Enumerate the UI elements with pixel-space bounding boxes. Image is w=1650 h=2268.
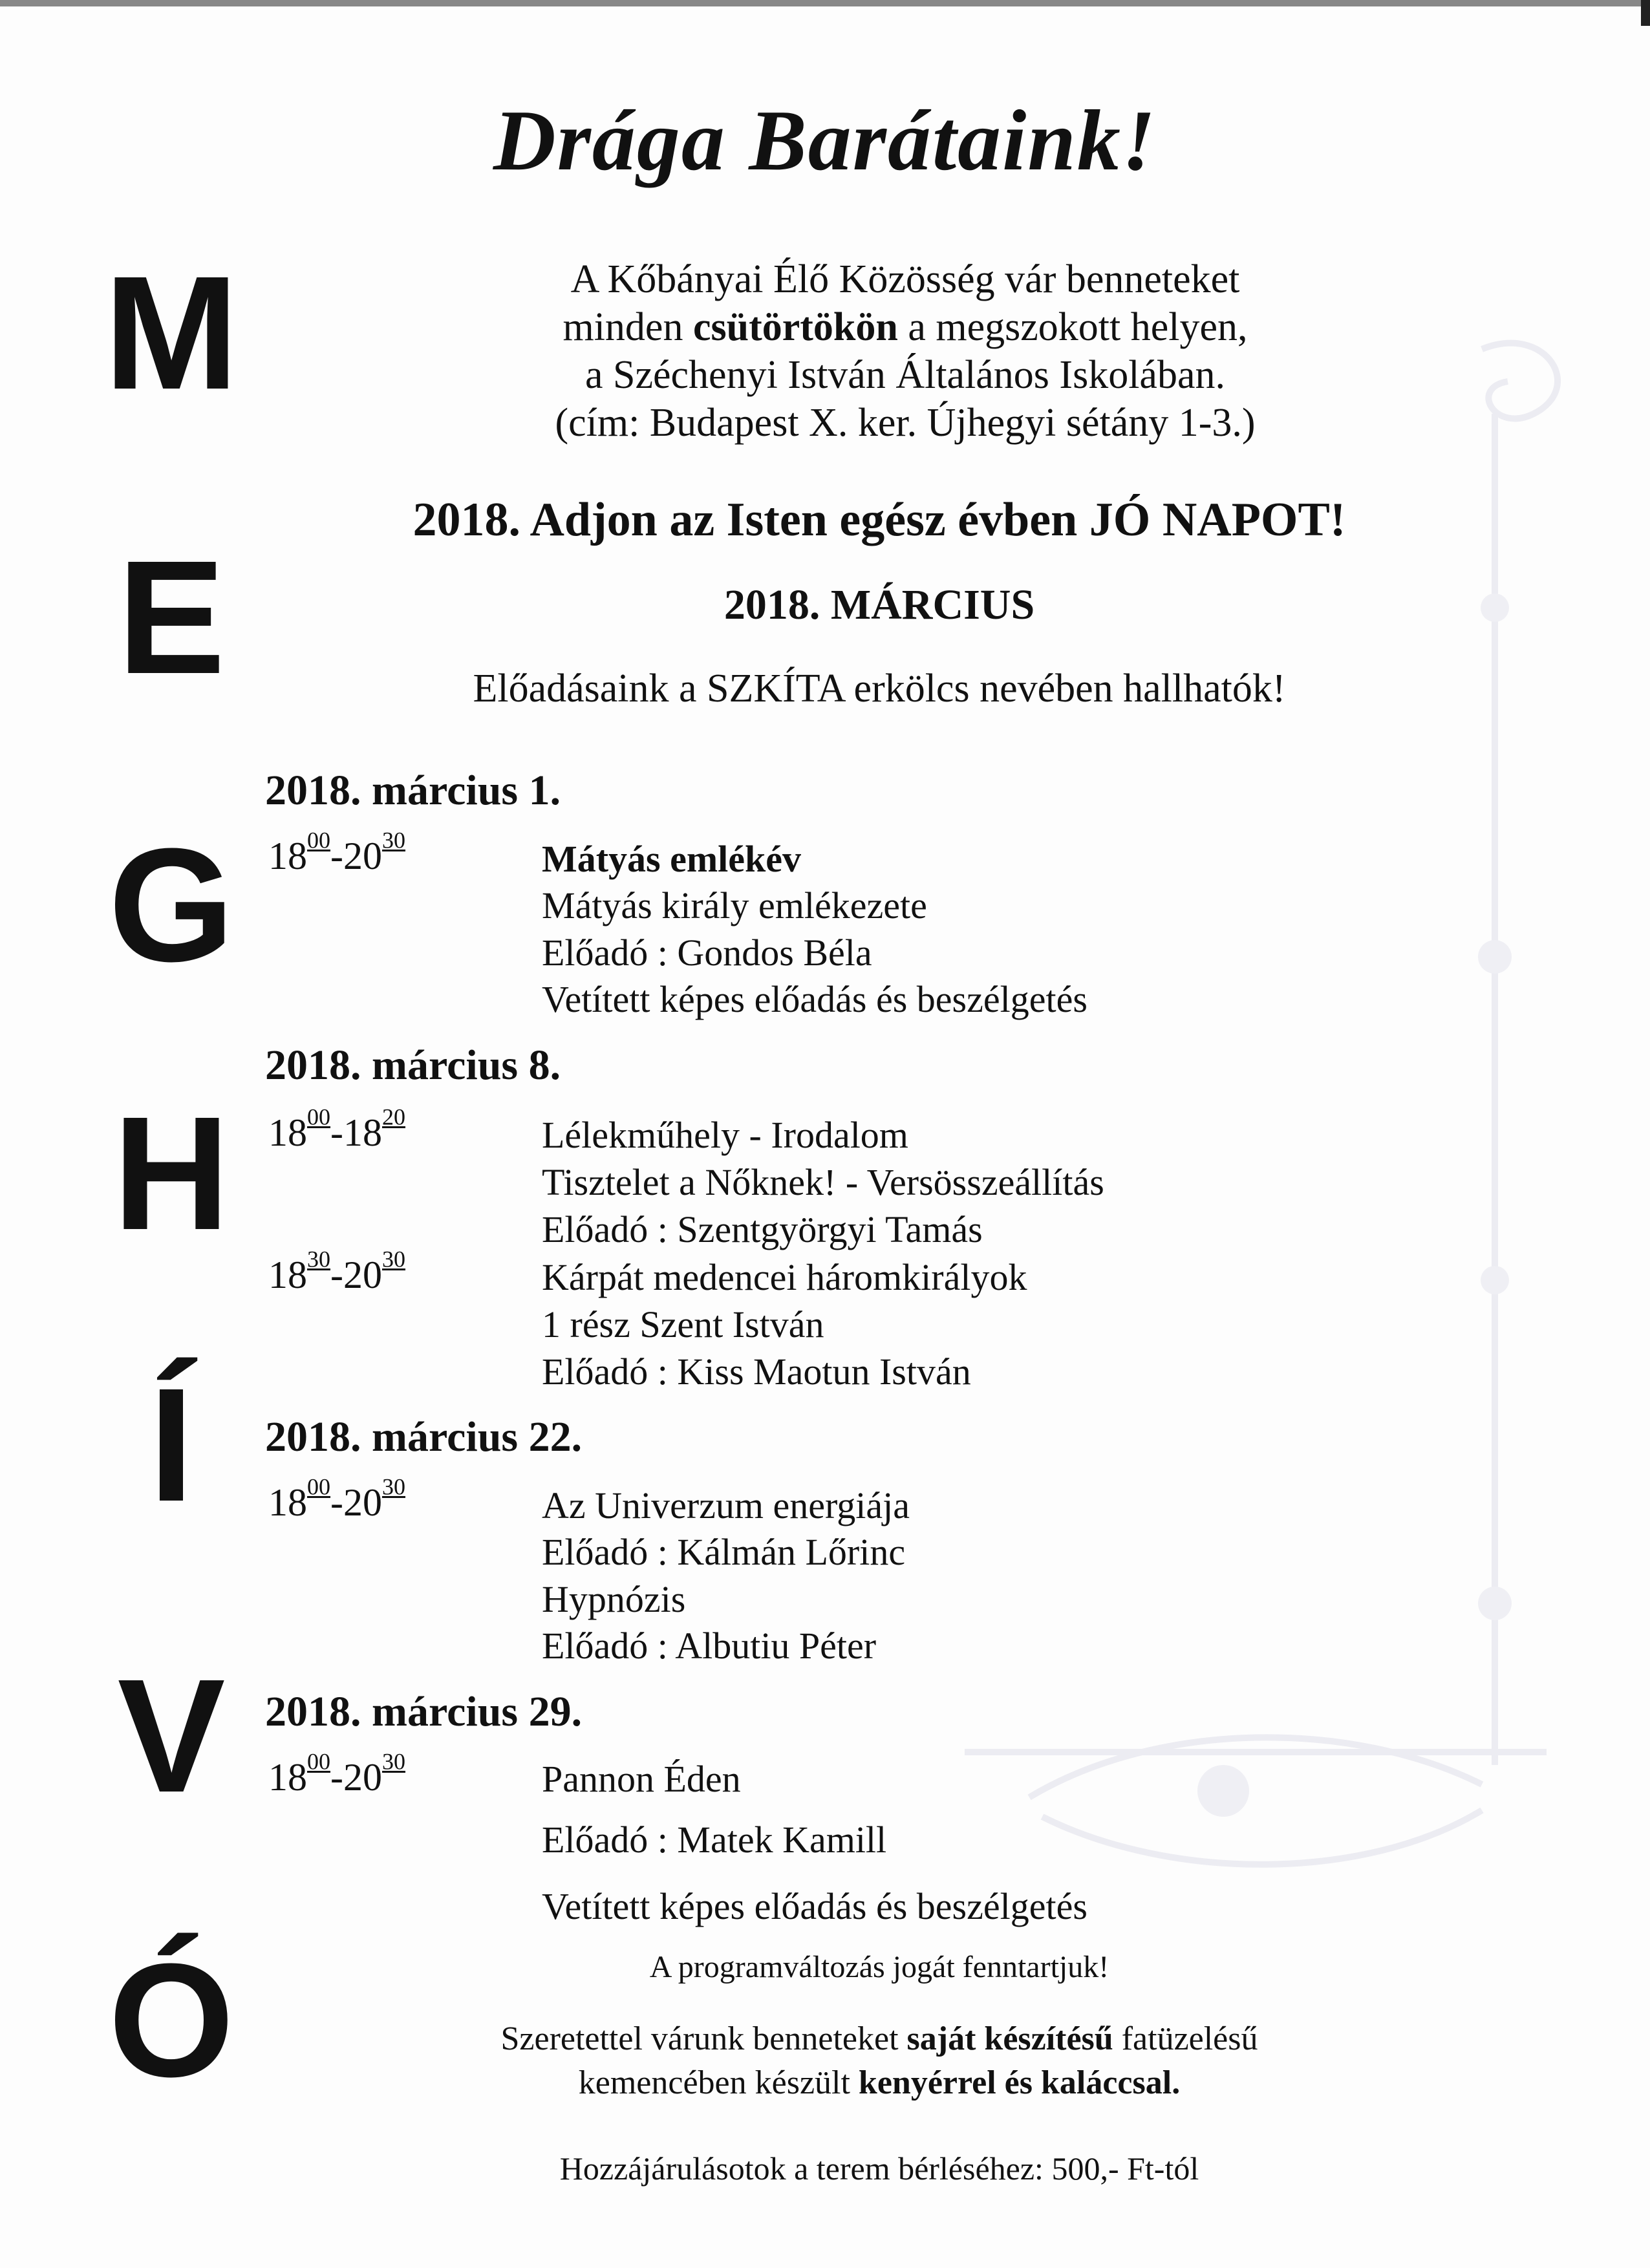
time-end-hour: 20: [343, 1756, 382, 1799]
time-start-hour: 18: [268, 1254, 307, 1296]
page-title: Drága Barátaink!: [493, 92, 1157, 188]
vertical-letter-v: V: [117, 1645, 226, 1826]
event-line: Előadó : Albutiu Péter: [542, 1625, 877, 1667]
welcome-line-2: [297, 2061, 1461, 2105]
vertical-letter-i-acute: Í: [149, 1354, 194, 1535]
greeting-heading: 2018. Adjon az Isten egész évben JÓ NAPOT!: [412, 493, 1346, 546]
time-end-hour: 20: [343, 1481, 382, 1524]
event-line: Előadó : Kálmán Lőrinc: [542, 1531, 906, 1573]
event-line: Az Univerzum energiája: [542, 1484, 910, 1526]
event-date-mar-8: 2018. március 8.: [265, 1042, 561, 1089]
intro-line-3: a Széchenyi István Általános Iskolában.: [585, 353, 1225, 397]
vertical-letter-g: G: [108, 815, 235, 995]
time-start-min: 00: [307, 827, 330, 853]
time-start-min: 00: [307, 1104, 330, 1130]
time-start-hour: 18: [268, 1756, 307, 1799]
event-line: Pannon Éden: [542, 1758, 741, 1800]
welcome-line-1-start: Szeretettel várunk benneteket: [500, 2020, 907, 2057]
vertical-letter-h: H: [112, 1083, 230, 1263]
intro-line-2: [323, 303, 1487, 351]
time-end-min: 30: [381, 827, 405, 853]
event-line: Mátyás király emlékezete: [542, 884, 927, 926]
event-line: Tisztelet a Nőknek! - Versösszeállítás: [542, 1161, 1104, 1203]
time-start-min: 00: [307, 1748, 330, 1775]
program-change-note: A programváltozás jogát fenntartjuk!: [649, 1950, 1109, 1984]
time-end-hour: 20: [343, 1254, 382, 1296]
event-date-mar-22: 2018. március 22.: [265, 1413, 583, 1460]
time-start-min: 00: [307, 1473, 330, 1500]
month-heading: 2018. MÁRCIUS: [723, 581, 1035, 628]
time-start-hour: 18: [268, 835, 307, 877]
time-start-hour: 18: [268, 1111, 307, 1154]
time-end-min: 30: [381, 1748, 405, 1775]
welcome-homemade: saját készítésű: [906, 2020, 1113, 2057]
time-end-min: 20: [381, 1104, 405, 1130]
event-line: Kárpát medencei háromkirályok: [542, 1256, 1027, 1298]
intro-line-2-start: minden: [562, 305, 693, 349]
welcome-line-2-start: kemencében készült: [578, 2064, 859, 2101]
vertical-letter-m: M: [103, 242, 239, 423]
welcome-bread: kenyérrel és kaláccsal.: [858, 2064, 1181, 2101]
event-line: Vetített képes előadás és beszélgetés: [542, 1885, 1088, 1927]
event-line: Vetített képes előadás és beszélgetés: [542, 978, 1088, 1020]
time-start-hour: 18: [268, 1481, 307, 1524]
event-line: Lélekműhely - Irodalom: [542, 1114, 908, 1156]
welcome-line-1-end: fatüzelésű: [1113, 2020, 1258, 2057]
vertical-letter-o-acute: Ó: [108, 1930, 235, 2110]
event-line: Előadó : Szentgyörgyi Tamás: [542, 1208, 983, 1250]
intro-line-2-end: a megszokott helyen,: [897, 305, 1248, 349]
event-date-mar-1: 2018. március 1.: [265, 767, 561, 814]
time-end-min: 30: [381, 1473, 405, 1500]
time-end-hour: 20: [343, 835, 382, 877]
scan-edge-right: [1641, 0, 1650, 26]
event-line: Előadó : Kiss Maotun István: [542, 1351, 971, 1393]
vertical-letter-e: E: [117, 527, 226, 707]
time-start-min: 30: [307, 1246, 330, 1272]
intro-block: [323, 255, 1487, 447]
event-time: $18^{00}-20^{30}$: [268, 827, 405, 877]
event-line: 1 rész Szent István: [542, 1303, 824, 1345]
event-line: Előadó : Gondos Béla: [542, 932, 872, 974]
event-time: $18^{00}-20^{30}$: [268, 1473, 405, 1524]
event-date-mar-29: 2018. március 29.: [265, 1688, 583, 1735]
time-end-min: 30: [381, 1246, 405, 1272]
intro-thursday: csütörtökön: [692, 305, 898, 349]
event-time: $18^{00}-18^{20}$: [268, 1104, 405, 1154]
welcome-block: [297, 2017, 1461, 2105]
event-line: Előadó : Matek Kamill: [542, 1819, 887, 1861]
contribution-note: Hozzájárulásotok a terem bérléséhez: 500,- Ft-tól: [559, 2150, 1199, 2187]
intro-address: (cím: Budapest X. ker. Újhegyi sétány 1-3.): [555, 401, 1256, 445]
event-time: $18^{00}-20^{30}$: [268, 1748, 405, 1799]
scan-edge-top: [0, 0, 1650, 6]
time-end-hour: 18: [343, 1111, 382, 1154]
event-line: Mátyás emlékév: [542, 838, 802, 880]
welcome-line-1: [297, 2017, 1461, 2061]
event-time: $18^{30}-20^{30}$: [268, 1246, 405, 1296]
ornament-watermark: [835, 310, 1611, 1927]
subtitle: Előadásaink a SZKÍTA erkölcs nevében hallhatók!: [473, 667, 1286, 711]
intro-line-1: A Kőbányai Élő Közösség vár benneteket: [570, 257, 1240, 301]
event-line: Hypnózis: [542, 1578, 686, 1620]
